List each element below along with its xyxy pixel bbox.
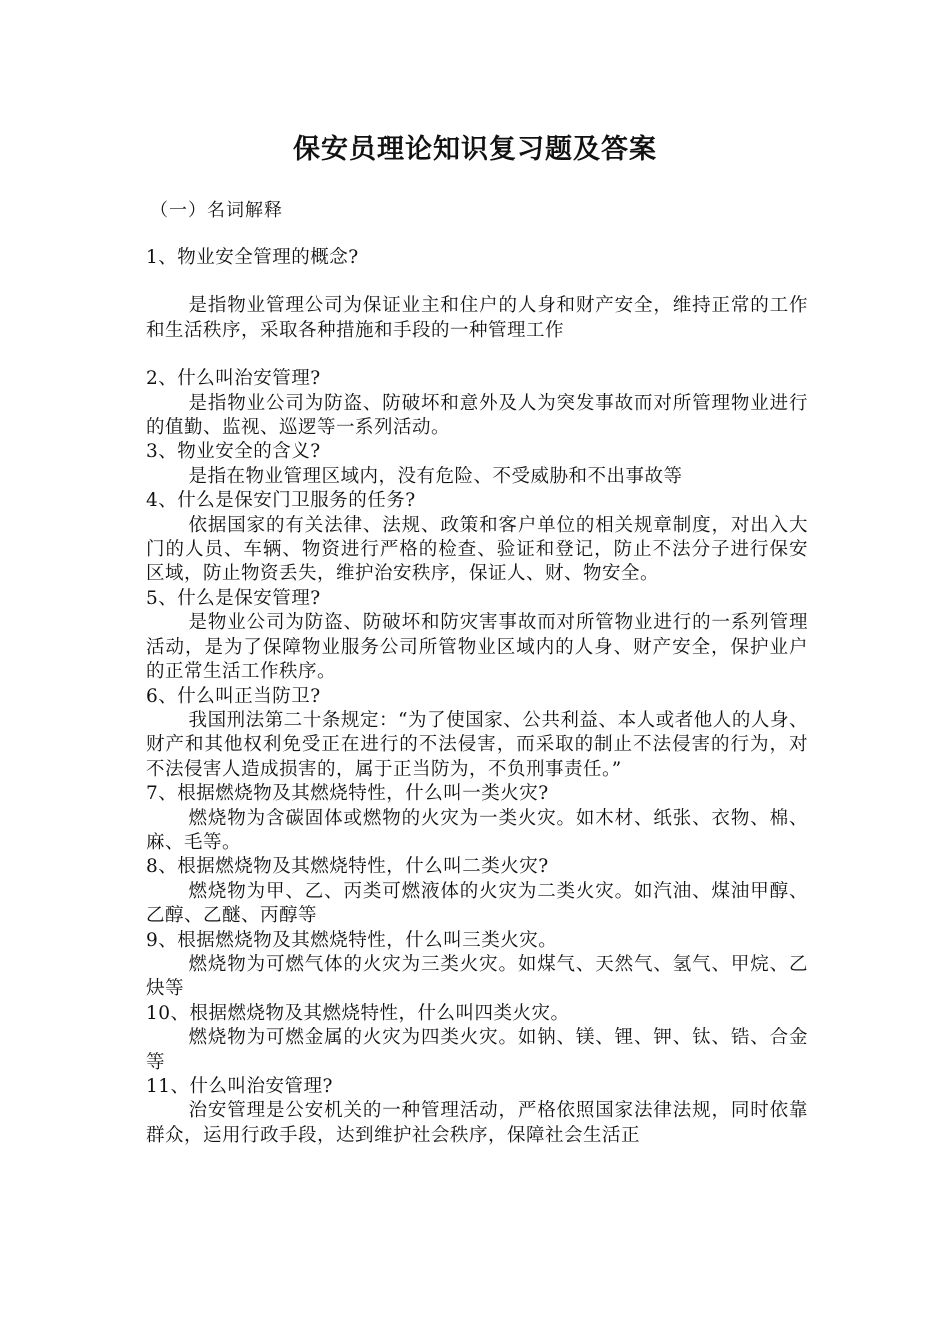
question-10: 10、根据燃烧物及其燃烧特性，什么叫四类火灾。 [146, 1002, 570, 1024]
section-heading: （一）名词解释 [150, 200, 283, 221]
question-3: 3、物业安全的含义? [146, 441, 321, 463]
answer-1: 是指物业管理公司为保证业主和住户的人身和财产安全，维持正常的工作和生活秩序，采取各种措施和手段的一种管理工作 [146, 295, 808, 341]
question-6: 6、什么叫正当防卫? [146, 685, 321, 707]
answer-8: 燃烧物为甲、乙、丙类可燃液体的火灾为二类火灾。如汽油、煤油甲醇、乙醇、乙醚、丙醇等 [146, 880, 808, 927]
question-4: 4、什么是保安门卫服务的任务? [146, 490, 416, 512]
question-5: 5、什么是保安管理? [146, 587, 321, 609]
question-2: 2、什么叫治安管理? [146, 368, 321, 390]
answer-9: 燃烧物为可燃气体的火灾为三类火灾。如煤气、天然气、氢气、甲烷、乙炔等 [146, 953, 808, 1000]
answer-5: 是物业公司为防盗、防破坏和防灾害事故而对所管物业进行的一系列管理活动，是为了保障物业服务公司所管物业区域内的人身、财产安全，保护业户的正常生活工作秩序。 [146, 612, 808, 683]
answer-11: 治安管理是公安机关的一种管理活动，严格依照国家法律法规，同时依靠群众，运用行政手段，达到维护社会秩序，保障社会生活正 [146, 1100, 808, 1146]
question-11: 11、什么叫治安管理? [146, 1076, 333, 1097]
answer-6: 我国刑法第二十条规定：“为了使国家、公共利益、本人或者他人的人身、财产和其他权利免受正在进行的不法侵害，而采取的制止不法侵害的行为，对不法侵害人造成损害的，属于正当防为，不负刑事责任。” [146, 709, 808, 780]
qa-list [146, 246, 808, 1148]
answer-10: 燃烧物为可燃金属的火灾为四类火灾。如钠、镁、锂、钾、钛、锆、合金等 [146, 1027, 808, 1073]
answer-4: 依据国家的有关法律、法规、政策和客户单位的相关规章制度，对出入大门的人员、车辆、物资进行严格的检查、验证和登记，防止不法分子进行保安区域，防止物资丢失，维护治安秩序，保证人、财、物安全。 [146, 514, 808, 585]
question-7: 7、根据燃烧物及其燃烧特性，什么叫一类火灾? [146, 783, 549, 805]
question-9: 9、根据燃烧物及其燃烧特性，什么叫三类火灾。 [146, 929, 558, 951]
answer-2: 是指物业公司为防盗、防破坏和意外及人为突发事故而对所管理物业进行的值勤、监视、巡逻等一系列活动。 [146, 392, 808, 439]
question-1: 1、物业安全管理的概念? [146, 247, 359, 268]
answer-3: 是指在物业管理区域内，没有危险、不受威胁和不出事故等 [188, 465, 683, 487]
page-title: 保安员理论知识复习题及答案 [293, 134, 657, 165]
answer-7: 燃烧物为含碳固体或燃物的火灾为一类火灾。如木材、纸张、衣物、棉、麻、毛等。 [146, 807, 808, 853]
question-8: 8、根据燃烧物及其燃烧特性，什么叫二类火灾? [146, 856, 549, 878]
